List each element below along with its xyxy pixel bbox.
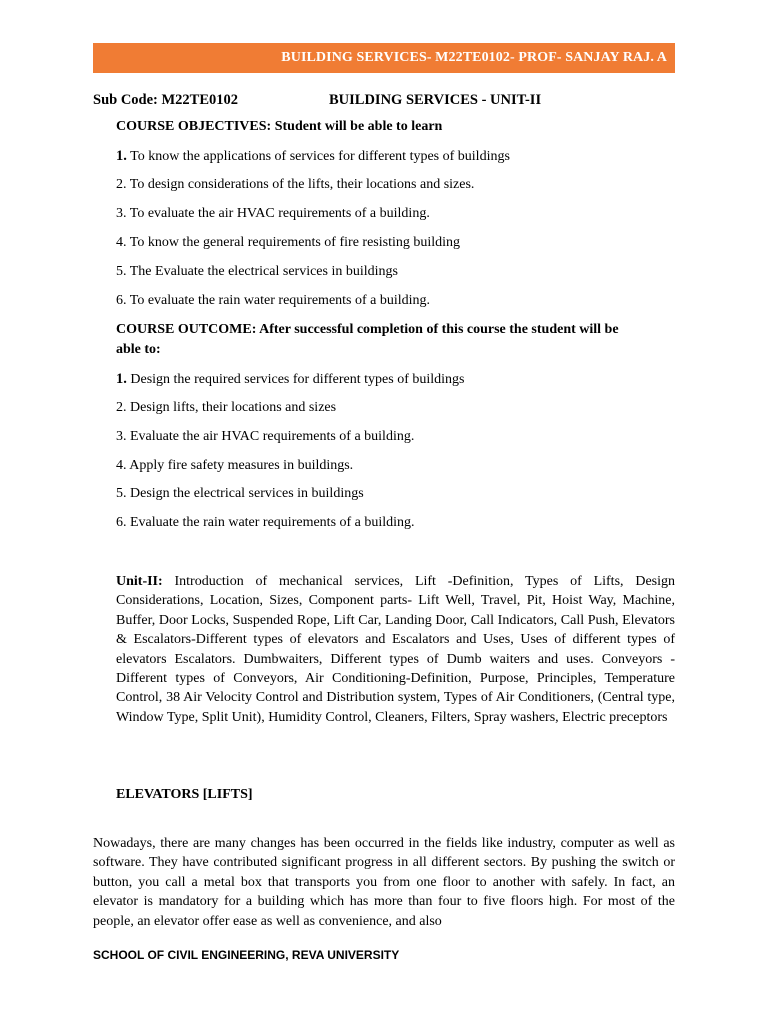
outcome-text: Design the required services for different types of buildings: [126, 372, 465, 387]
outcome-item: 6. Evaluate the rain water requirements of a building.: [116, 515, 415, 530]
objective-text: To know the applications of services for different types of buildings: [126, 149, 510, 164]
outcome-item: [116, 371, 464, 388]
unit-title: BUILDING SERVICES - UNIT-II: [329, 92, 542, 108]
objective-number: 1.: [116, 148, 127, 164]
objective-item: [116, 148, 510, 165]
objective-item: 6. To evaluate the rain water requirements of a building.: [116, 293, 431, 308]
footer-text: SCHOOL OF CIVIL ENGINEERING, REVA UNIVERSITY: [93, 948, 400, 962]
outcome-item: 4. Apply fire safety measures in buildings.: [116, 458, 354, 473]
objectives-heading: COURSE OBJECTIVES: Student will be able to learn: [116, 119, 443, 134]
unit-syllabus-paragraph: [116, 572, 675, 727]
outcome-number: 1.: [116, 371, 127, 387]
outcome-item: 5. Design the electrical services in buildings: [116, 486, 364, 501]
outcome-heading: COURSE OUTCOME: After successful completion of this course the student will be: [116, 322, 619, 337]
elevators-paragraph: Nowadays, there are many changes has been occurred in the fields like industry, computer as well as software. They have contributed significant progress in all different sectors. By pushing the switch or button, you call a metal box that transports you from one floor to another with safely. In fact, an elevator is mandatory for a building which has more than four to five floors high. For most of the people, an elevator offer ease as well as convenience, and also: [93, 836, 675, 929]
objective-item: 4. To know the general requirements of fire resisting building: [116, 235, 461, 250]
header-title: BUILDING SERVICES- M22TE0102- PROF- SANJAY RAJ. A: [281, 50, 667, 65]
outcome-item: 3. Evaluate the air HVAC requirements of a building.: [116, 429, 415, 444]
objective-item: 2. To design considerations of the lifts, their locations and sizes.: [116, 177, 475, 192]
elevators-heading: ELEVATORS [LIFTS]: [116, 787, 253, 802]
subject-code: Sub Code: M22TE0102: [93, 92, 239, 108]
unit-text: Introduction of mechanical services, Lift -Definition, Types of Lifts, Design Considerations, Location, Sizes, Component parts- Lift Well, Travel, Pit, Hoist Way, Machine, Buffer, Door Locks, Suspended Rope, Lift Car, Landing Door, Call Indicators, Call Push, Elevators & Escalators-Different types of elevators and Escalators and Uses, Uses of different types of elevators Escalators. Dumbwaiters, Different types of Dumb waiters and uses. Conveyors -Different types of Conveyors, Air Conditioning-Definition, Purpose, Principles, Temperature Control, 38 Air Velocity Control and Distribution system, Types of Air Conditioners, (Central type, Window Type, Split Unit), Humidity Control, Cleaners, Filters, Spray washers, Electric preceptors: [116, 574, 675, 725]
header-banner: [93, 43, 675, 73]
objective-item: 3. To evaluate the air HVAC requirements of a building.: [116, 206, 430, 221]
outcome-heading-cont: able to:: [116, 342, 161, 357]
unit-label: Unit-II:: [116, 574, 163, 589]
outcome-item: 2. Design lifts, their locations and sizes: [116, 400, 337, 415]
objective-item: 5. The Evaluate the electrical services in buildings: [116, 264, 398, 279]
